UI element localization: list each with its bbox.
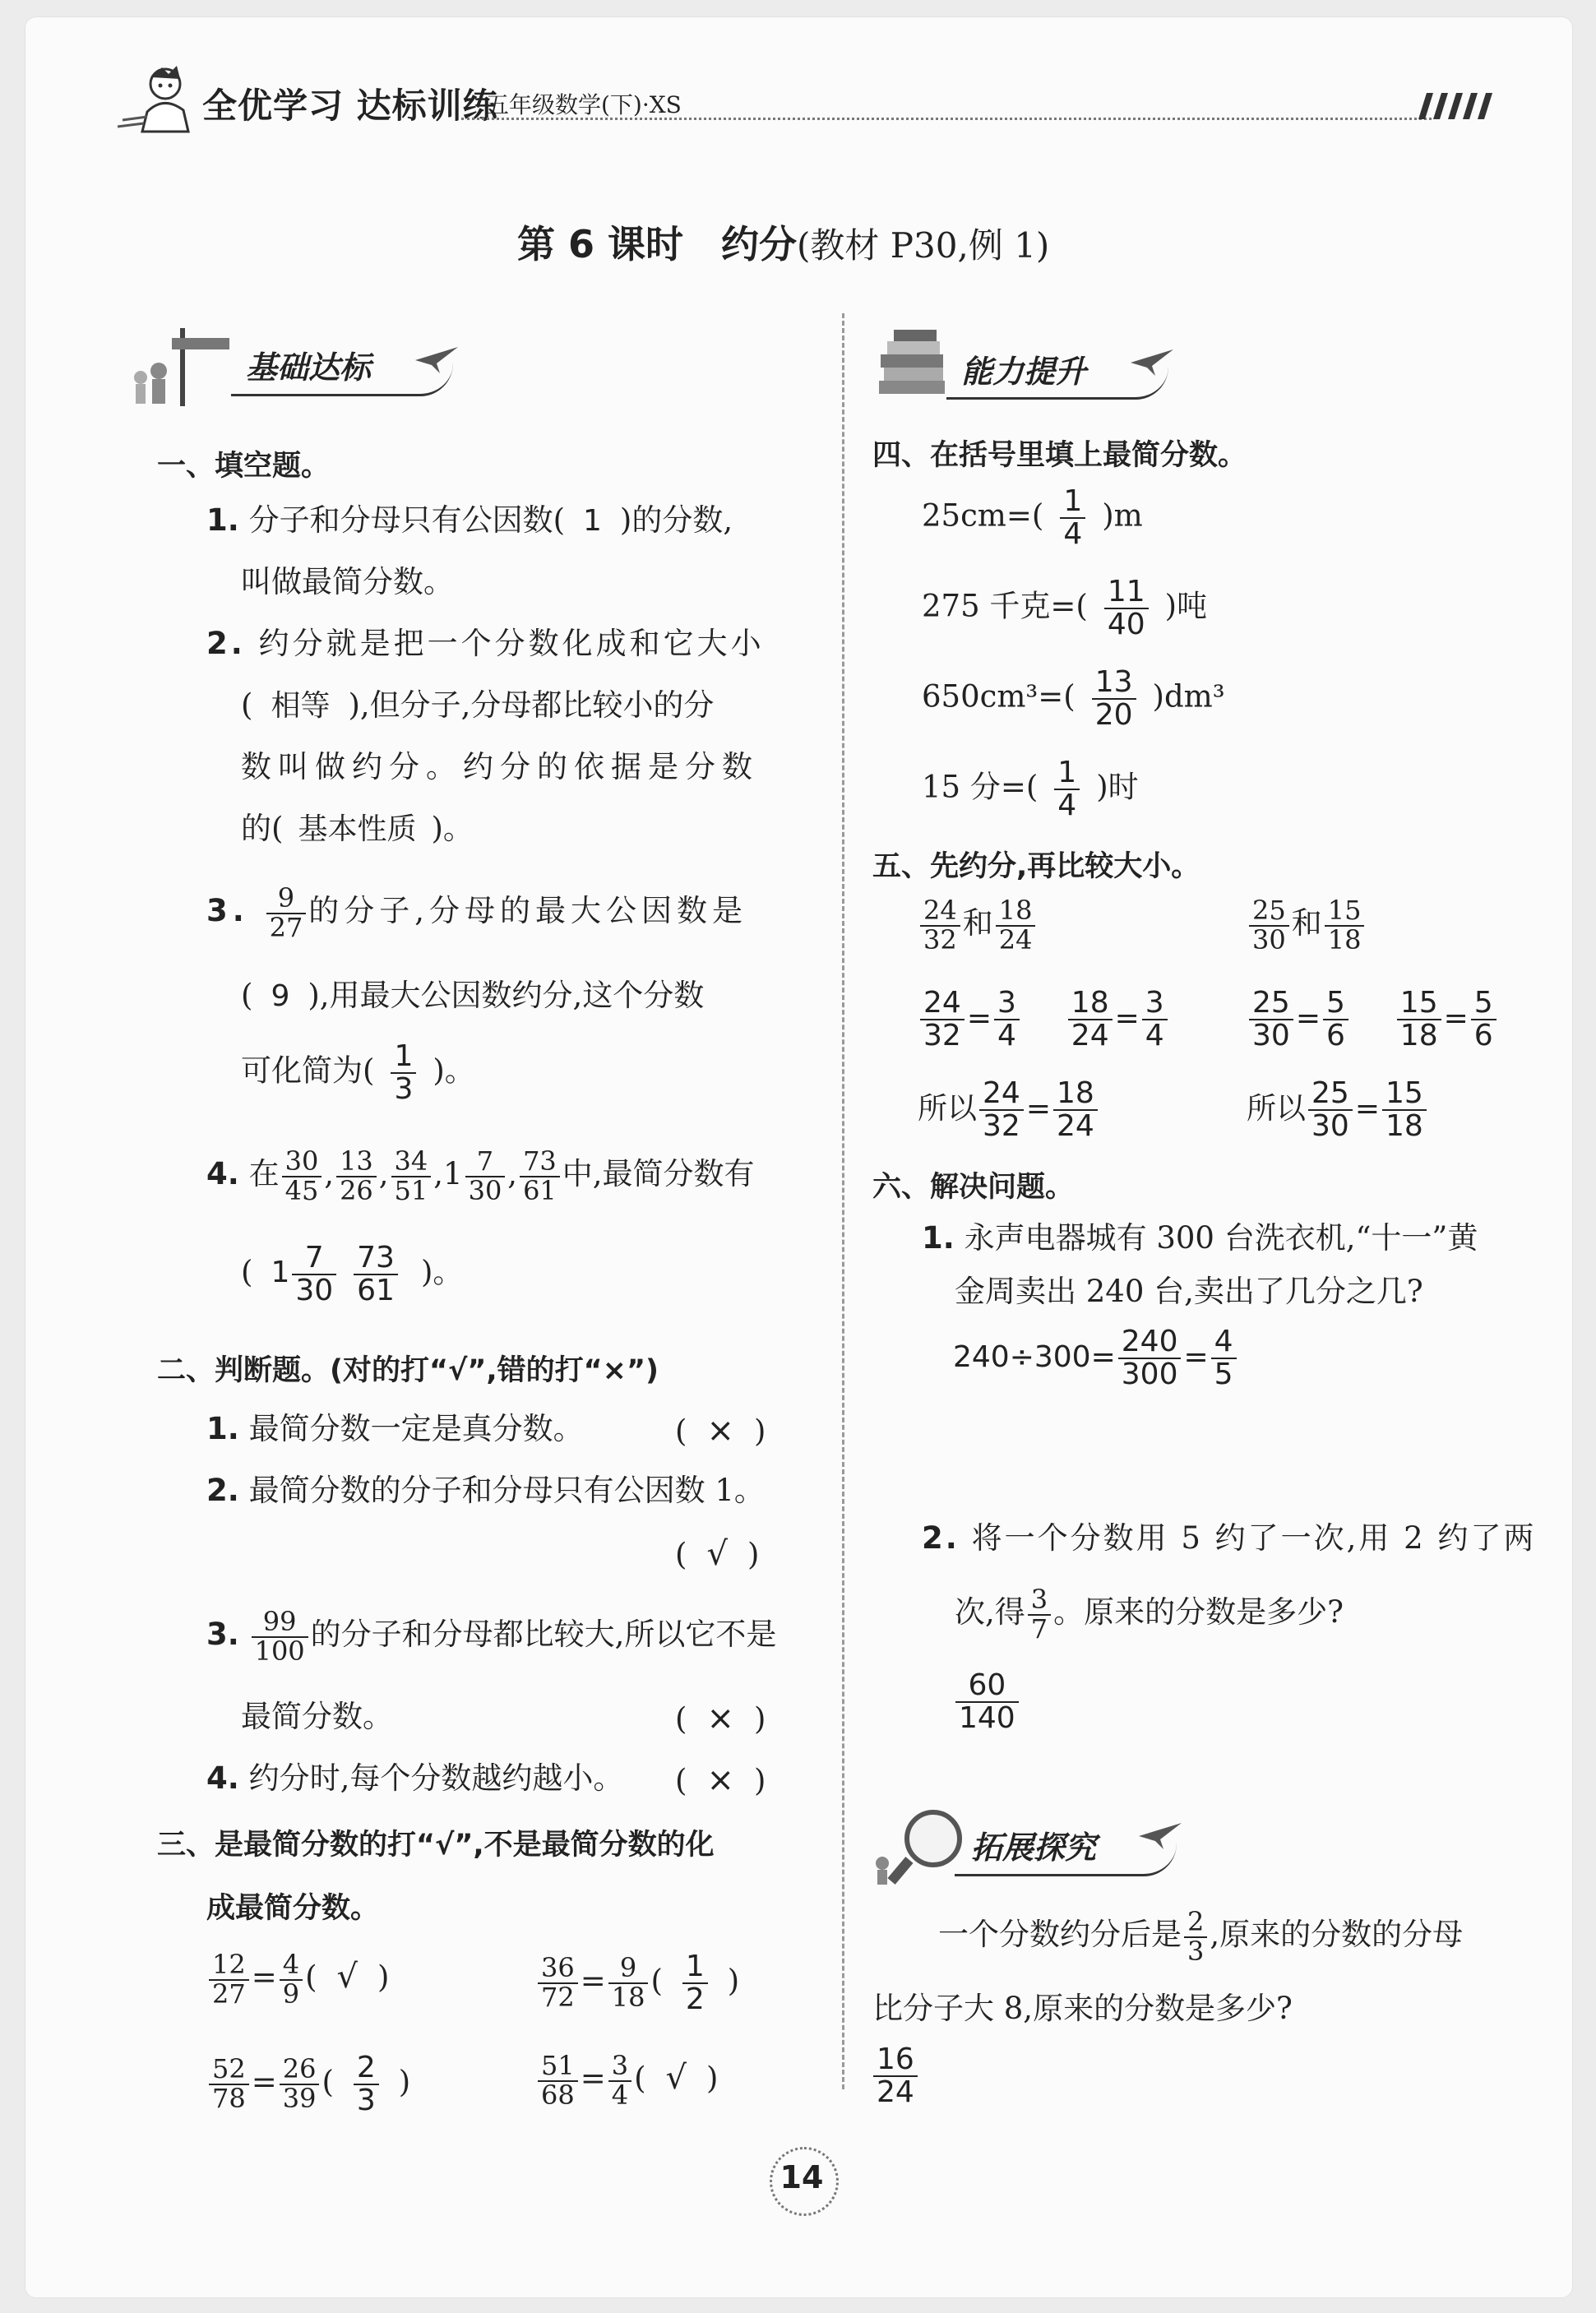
text: 可化简为( [241,1052,375,1089]
numerator: 73 [354,1242,398,1275]
text: ) [747,1537,760,1572]
fraction [391,1145,432,1206]
denominator: 3 [356,2083,376,2117]
fraction [608,2052,631,2109]
part5-left-question [918,897,1038,954]
text: ,原来的分数的分母 [1210,1917,1464,1953]
part7-line1 [938,1908,1463,1965]
text: ( [322,2064,334,2100]
denominator: 100 [254,1635,305,1667]
answer-whole[interactable]: 1 [271,1256,290,1290]
fraction [1323,988,1349,1052]
numerator: 25 [1249,897,1289,927]
mixed-whole: 1 [443,1156,463,1192]
denominator: 30 [1311,1108,1349,1143]
answer-fraction[interactable] [1104,576,1149,641]
part7-answer[interactable] [871,2044,920,2108]
denominator: 51 [394,1174,428,1206]
numerator: 24 [920,897,960,927]
plane-icon [1136,1818,1185,1854]
text: 一个分数约分后是 [938,1917,1182,1953]
denominator: 72 [541,1981,575,2013]
numerator: 1 [1054,757,1080,790]
denominator: 61 [357,1273,395,1307]
fraction [1068,988,1113,1052]
fraction [1142,988,1168,1052]
text: )m [1102,497,1143,534]
part3-item-3 [206,2052,410,2116]
fraction [1184,1908,1207,1965]
part2-q4-answer [675,1760,766,1800]
answer-mark[interactable]: √ [336,1958,359,1996]
section-explore: 拓展探究 [971,1830,1097,1866]
text: 。原来的分数是多少? [1053,1594,1344,1631]
part4-item-2 [922,576,1207,641]
q-number: 4. [206,1760,239,1796]
header-stripes-icon [1415,90,1497,123]
lesson-title-sub: (教材 P30,例 1) [797,225,1050,266]
text: 所以 [1247,1091,1307,1126]
answer-field[interactable]: 9 [271,979,290,1013]
denominator: 27 [212,1978,246,2010]
text: 的分子,分母的最大公因数是 [308,893,748,929]
part1-q2-line2 [241,687,714,724]
text: ( [675,1763,687,1798]
denominator: 24 [1057,1108,1094,1143]
part4-item-1 [922,486,1143,550]
fraction [1382,1078,1427,1142]
fraction [994,988,1020,1052]
text: ( [675,1537,687,1572]
fraction [520,1145,560,1206]
part4-item-4 [922,757,1139,821]
numerator: 30 [282,1148,322,1177]
fraction [282,1145,322,1206]
part5-heading: 五、先约分,再比较大小。 [872,850,1200,883]
numerator: 12 [209,1951,249,1981]
denominator: 78 [212,2082,246,2114]
fraction [1028,1586,1051,1643]
mascot-logo [114,62,205,136]
numerator: 4 [1211,1326,1237,1359]
text: ),但分子,分母都比较小的分 [348,687,715,723]
part6-q1-work[interactable] [953,1326,1239,1390]
answer-mark[interactable]: √ [706,1535,728,1573]
text: ( [675,1701,687,1737]
numerator: 73 [520,1148,560,1177]
fraction [538,1954,578,2011]
section-basic: 基础达标 [246,349,372,386]
part1-q2-line4 [241,811,474,847]
answer-fraction[interactable] [1060,486,1085,550]
numerator: 60 [955,1670,1019,1703]
numerator: 13 [336,1148,377,1177]
numerator: 34 [391,1148,432,1177]
answer-fraction [955,1670,1019,1734]
numerator: 36 [538,1954,578,1984]
text: ) [727,1963,740,1999]
part3-item-4 [535,2052,718,2109]
text: ( [634,2061,646,2097]
text: 最简分数一定是真分数。 [248,1411,584,1446]
q-number: 1. [206,1411,239,1446]
fraction [280,1951,303,2008]
equals: = [1354,1091,1380,1126]
part6-heading: 六、解决问题。 [872,1171,1075,1204]
workbook-page [25,16,1573,2298]
part4-item-3 [922,667,1225,731]
numerator: 18 [1053,1078,1098,1111]
denominator: 27 [269,911,303,943]
q-number: 1. [206,502,239,538]
numerator: 3 [994,988,1020,1020]
numerator: 5 [1323,988,1349,1020]
part3-item-2 [535,1951,739,2015]
part1-q4 [206,1145,755,1206]
fraction [266,882,307,943]
text: ( [241,978,253,1013]
equals: = [251,2064,277,2100]
denominator: 7 [1030,1612,1048,1645]
text: ) [753,1413,766,1449]
numerator: 7 [292,1242,336,1275]
text: 约分时,每个分数越约越小。 [248,1760,624,1796]
text: )。 [433,1052,475,1089]
denominator: 4 [997,1018,1016,1052]
q-number: 1. [922,1220,955,1256]
part5-right-work[interactable] [1247,988,1499,1052]
numerator: 9 [266,885,307,914]
text: ( [241,1254,253,1290]
q-number: 2. [206,1473,239,1508]
denominator: 40 [1107,607,1145,641]
denominator: 61 [523,1174,557,1206]
numerator: 2 [354,2052,379,2085]
part6-q2-answer[interactable] [953,1670,1021,1734]
separator: , [507,1156,518,1192]
part2-q1 [206,1411,584,1447]
part2-q2 [206,1473,765,1509]
q-number: 2. [206,626,246,661]
text: ) [398,2064,411,2100]
part3-heading-line2: 成最简分数。 [206,1892,380,1925]
answer-fraction[interactable] [354,1242,398,1307]
part5-right-conclusion[interactable] [1247,1078,1429,1142]
numerator: 25 [1308,1078,1353,1111]
denominator: 20 [1094,697,1133,732]
separator: , [433,1156,444,1192]
fraction [280,2053,320,2114]
equals: = [580,1963,606,1999]
part4-heading: 四、在括号里填上最简分数。 [872,439,1247,472]
denominator: 4 [1145,1018,1164,1052]
fraction [538,2052,578,2109]
fraction [1308,1078,1353,1142]
equals: = [1183,1339,1209,1374]
page-number: 14 [779,2159,824,2195]
text: 约分就是把一个分数化成和它大小 [258,626,765,661]
text: 分子和分母只有公因数( [248,502,566,538]
answer-mark[interactable]: × [706,1700,734,1737]
denominator: 30 [468,1174,502,1206]
part2-q2-answer [675,1534,759,1574]
text: 650cm³=( [922,678,1076,715]
separator: , [378,1156,389,1192]
numerator: 99 [252,1608,308,1638]
denominator: 4 [1057,788,1077,822]
text: 25cm=( [922,497,1044,534]
denominator: 4 [1063,516,1083,551]
fraction [1249,897,1289,954]
text: 最简分数的分子和分母只有公因数 1。 [248,1473,765,1508]
denominator: 30 [1252,923,1286,955]
answer-fraction[interactable] [292,1242,336,1307]
numerator: 15 [1397,988,1441,1020]
numerator: 2 [1184,1908,1207,1938]
equals: = [580,2061,606,2097]
text: ( [675,1413,687,1449]
numerator: 3 [1142,988,1168,1020]
section-ability: 能力提升 [961,354,1087,390]
text: 次,得 [955,1594,1025,1631]
equals: = [1114,1001,1140,1035]
numerator: 11 [1104,576,1149,609]
answer-fraction[interactable] [682,1951,708,2015]
denominator: 3 [1187,1935,1205,1967]
text: )。 [431,811,474,846]
answer-mark[interactable]: × [706,1761,734,1799]
brand-title: 全优学习 达标训练 [202,86,498,126]
signpost-icon [131,320,238,410]
numerator: 1 [391,1041,416,1074]
text: ) [753,1701,766,1737]
numerator: 3 [1028,1586,1051,1616]
numerator: 52 [209,2056,249,2085]
answer-field[interactable]: 相等 [271,689,331,723]
denominator: 5 [1214,1357,1233,1391]
part1-q3-line2 [241,978,704,1014]
part2-q3-line2: 最简分数。 [241,1699,393,1734]
header-dotted-rule [461,118,1432,120]
text: 和 [962,905,993,941]
denominator: 18 [1327,923,1362,955]
lesson-title [517,215,1049,269]
denominator: 30 [295,1273,334,1307]
numerator: 26 [280,2056,320,2085]
part3-item-1 [206,1951,389,2008]
numerator: 18 [996,897,1036,927]
denominator: 18 [1386,1108,1423,1143]
part1-q1-line2: 叫做最简分数。 [241,564,454,599]
fraction [1397,988,1441,1052]
denominator: 24 [1071,1018,1109,1052]
text: 在 [248,1156,280,1192]
part6-q2 [922,1520,1536,1557]
numerator: 5 [1471,988,1497,1020]
part1-q1 [206,502,733,539]
q-number: 3. [206,893,249,929]
grade-label: 五年级数学(下)·XS [486,91,682,118]
part1-q2 [206,626,765,662]
fraction [1211,1326,1237,1390]
text: 和 [1291,905,1322,941]
q-number: 3. [206,1617,239,1653]
text: ) [753,1763,766,1798]
fraction [209,2053,249,2114]
answer-fraction[interactable] [354,2052,379,2116]
equals: = [1025,1091,1051,1126]
text: 中,最简分数有 [562,1156,755,1192]
fraction [209,1951,249,2008]
denominator: 18 [611,1981,645,2013]
part6-q1-line2: 金周卖出 240 台,卖出了几分之几? [955,1274,1423,1309]
denominator: 39 [282,2082,317,2114]
numerator: 15 [1325,897,1365,927]
answer-fraction [873,2044,918,2108]
text: 的( [241,811,284,846]
numerator: 9 [608,1954,649,1984]
answer-field[interactable]: 基本性质 [298,812,417,846]
answer-mark[interactable]: √ [665,2059,687,2098]
fraction [608,1954,649,2011]
answer-mark[interactable]: × [706,1412,734,1450]
fraction [1249,988,1293,1052]
numerator: 25 [1249,988,1293,1020]
denominator: 9 [282,1978,300,2010]
text: ),用最大公因数约分,这个分数 [308,978,705,1013]
denominator: 32 [983,1108,1020,1143]
text: 所以 [918,1091,978,1126]
part1-q3 [206,882,748,943]
text: 15 分=( [922,769,1039,805]
plane-icon [412,342,461,378]
denominator: 18 [1399,1018,1438,1052]
denominator: 45 [285,1174,319,1206]
denominator: 68 [541,2079,575,2111]
denominator: 6 [1325,1018,1345,1052]
numerator: 18 [1068,988,1113,1020]
denominator: 32 [923,1018,961,1052]
numerator: 16 [873,2044,918,2077]
part6-q1 [922,1220,1478,1256]
text: 275 千克=( [922,588,1088,624]
equals: = [1443,1001,1469,1035]
equals: = [966,1001,992,1035]
denominator: 30 [1252,1018,1290,1052]
denominator: 140 [959,1700,1015,1735]
fraction [920,897,960,954]
part1-q3-line3 [241,1041,475,1105]
answer-fraction[interactable] [1054,757,1080,821]
numerator: 13 [1092,667,1136,700]
fraction [1471,988,1497,1052]
denominator: 6 [1473,1018,1493,1052]
plane-icon [1127,345,1177,381]
q-number: 2. [922,1520,960,1556]
text: ( [241,687,253,723]
fraction [336,1145,377,1206]
fraction [996,897,1036,954]
denominator: 300 [1121,1357,1178,1391]
numerator: 51 [538,2052,578,2082]
denominator: 24 [877,2075,914,2109]
numerator: 4 [280,1951,303,1981]
text: )的分数, [619,502,733,538]
part1-heading: 一、填空题。 [157,450,331,483]
answer-fraction[interactable] [1092,667,1136,731]
numerator: 240 [1118,1326,1182,1359]
fraction [920,988,965,1052]
part2-q3-answer [675,1699,766,1738]
numerator: 7 [465,1148,506,1177]
fraction [1118,1326,1182,1390]
answer-fraction[interactable] [391,1041,416,1105]
numerator: 24 [920,988,965,1020]
part5-left-conclusion[interactable] [918,1078,1100,1142]
part6-q2-line2 [955,1586,1344,1643]
part2-q4 [206,1760,623,1797]
denominator: 26 [340,1174,373,1206]
text: ) [706,2061,719,2097]
numerator: 3 [608,2052,631,2082]
q-number: 4. [206,1156,239,1192]
separator: , [324,1156,335,1192]
text: )。 [420,1254,464,1290]
lesson-title-main: 第 6 课时 约分 [517,222,798,266]
part3-heading: 三、是最简分数的打“√”,不是最简分数的化 [157,1829,715,1862]
text: 永声电器城有 300 台洗衣机,“十一”黄 [964,1220,1478,1256]
part5-left-work[interactable] [918,988,1170,1052]
denominator: 3 [394,1071,414,1106]
fraction [1053,1078,1098,1142]
part1-q4-line2 [241,1242,463,1307]
numerator: 15 [1382,1078,1427,1111]
equals: = [251,1959,277,1996]
fraction [1325,897,1365,954]
text: )吨 [1164,588,1208,624]
fraction [979,1078,1024,1142]
part7-line2: 比分子大 8,原来的分数是多少? [872,1991,1293,2026]
denominator: 32 [923,923,957,955]
text: ) [377,1959,390,1996]
equals: = [1295,1001,1321,1035]
part5-right-question [1247,897,1367,954]
part2-q3 [206,1608,776,1665]
numerator: 1 [682,1951,708,1984]
text: )dm³ [1152,678,1225,715]
denominator: 4 [611,2079,629,2111]
denominator: 2 [685,1982,705,2016]
numerator: 1 [1060,486,1085,519]
fraction [465,1145,506,1206]
fraction [252,1608,308,1665]
text: 240÷300= [953,1339,1116,1374]
text: 的分子和分母都比较大,所以它不是 [310,1617,777,1653]
text: ( [305,1959,317,1996]
column-divider [842,313,844,2089]
numerator: 24 [979,1078,1024,1111]
text: )时 [1096,769,1139,805]
denominator: 24 [998,923,1033,955]
part2-heading: 二、判断题。(对的打“√”,错的打“×”) [157,1354,659,1387]
part2-q1-answer [675,1411,766,1450]
answer-field[interactable]: 1 [583,504,602,538]
text: ( [650,1963,663,1999]
text: 将一个分数用 5 约了一次,用 2 约了两 [971,1520,1537,1556]
part1-q2-line3: 数叫做约分。约分的依据是分数 [241,749,759,784]
